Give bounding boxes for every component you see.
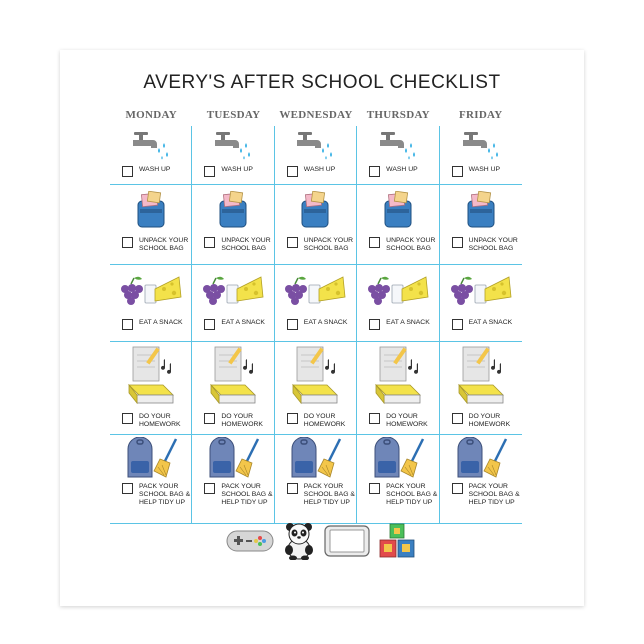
- task-cell: [357, 265, 439, 341]
- homework-icon: [192, 345, 273, 407]
- task-row-1: [110, 126, 522, 185]
- task-row-4: [110, 342, 522, 435]
- task-checkbox-row: [369, 413, 438, 429]
- task-label: EAT A SNACK: [139, 319, 183, 326]
- day-header-thursday: THURSDAY: [366, 109, 430, 121]
- task-checkbox-row: [452, 483, 521, 507]
- task-checkbox-row: [122, 319, 183, 330]
- snack-icon: [110, 267, 191, 307]
- backpack-broom-icon: [275, 437, 356, 481]
- task-checkbox-row: [287, 319, 348, 330]
- task-checkbox-row: [369, 166, 417, 177]
- checkbox[interactable]: [204, 166, 215, 177]
- checklist-grid: [110, 104, 522, 524]
- homework-icon: [357, 345, 438, 407]
- task-cell: [110, 126, 192, 184]
- task-label: PACK YOUR SCHOOL BAG & HELP TIDY UP: [221, 483, 273, 506]
- backpack-broom-icon: [110, 437, 191, 481]
- task-checkbox-row: [369, 483, 438, 507]
- checkbox[interactable]: [287, 413, 298, 424]
- task-label: PACK YOUR SCHOOL BAG & HELP TIDY UP: [468, 483, 520, 506]
- task-row-3: [110, 265, 522, 342]
- panda-icon: [282, 522, 316, 560]
- task-cell: [357, 126, 439, 184]
- task-checkbox-row: [122, 483, 191, 507]
- page-title: AVERY'S AFTER SCHOOL CHECKLIST: [143, 72, 501, 93]
- task-cell: [110, 265, 192, 341]
- checkbox[interactable]: [287, 237, 298, 248]
- task-label: EAT A SNACK: [221, 319, 265, 326]
- school-bag-icon: [192, 191, 273, 229]
- task-label: EAT A SNACK: [468, 319, 513, 326]
- faucet-icon: [110, 130, 191, 160]
- task-cell: [275, 342, 357, 434]
- task-checkbox-row: [369, 237, 438, 253]
- task-label: UNPACK YOUR SCHOOL BAG: [468, 237, 518, 252]
- task-label: UNPACK YOUR SCHOOL BAG: [303, 237, 354, 252]
- faucet-icon: [192, 130, 273, 160]
- toy-blocks-icon: [378, 522, 418, 560]
- checkbox[interactable]: [122, 483, 133, 494]
- checkbox[interactable]: [204, 237, 215, 248]
- task-label: WASH UP: [221, 166, 253, 173]
- task-label: DO YOUR HOMEWORK: [139, 413, 181, 428]
- backpack-broom-icon: [357, 437, 438, 481]
- school-bag-icon: [357, 191, 438, 229]
- task-checkbox-row: [287, 166, 335, 177]
- task-cell: [440, 185, 522, 264]
- task-row-2: [110, 185, 522, 265]
- day-header-tuesday: TUESDAY: [206, 109, 261, 121]
- homework-icon: [275, 345, 356, 407]
- task-label: DO YOUR HOMEWORK: [303, 413, 346, 428]
- task-checkbox-row: [122, 166, 170, 177]
- task-label: WASH UP: [468, 166, 501, 173]
- checkbox[interactable]: [204, 413, 215, 424]
- task-cell: [440, 342, 522, 434]
- task-label: WASH UP: [303, 166, 336, 173]
- task-label: PACK YOUR SCHOOL BAG & HELP TIDY UP: [303, 483, 355, 506]
- task-cell: [192, 265, 274, 341]
- checkbox[interactable]: [369, 166, 380, 177]
- task-checkbox-row: [122, 237, 191, 253]
- tablet-icon: [324, 525, 370, 557]
- task-cell: [110, 185, 192, 264]
- checkbox[interactable]: [452, 413, 463, 424]
- backpack-broom-icon: [192, 437, 273, 481]
- faucet-icon: [357, 130, 438, 160]
- task-cell: [110, 342, 192, 434]
- day-header-row: [110, 104, 522, 126]
- snack-icon: [440, 267, 522, 307]
- checkbox[interactable]: [452, 483, 463, 494]
- task-label: UNPACK YOUR SCHOOL BAG: [386, 237, 436, 252]
- task-cell: [192, 435, 274, 523]
- checkbox[interactable]: [369, 319, 380, 330]
- checkbox[interactable]: [122, 237, 133, 248]
- task-cell: [192, 126, 274, 184]
- checkbox[interactable]: [122, 319, 133, 330]
- checkbox[interactable]: [204, 483, 215, 494]
- checkbox[interactable]: [452, 166, 463, 177]
- school-bag-icon: [275, 191, 356, 229]
- checkbox[interactable]: [369, 237, 380, 248]
- task-cell: [192, 342, 274, 434]
- task-checkbox-row: [204, 483, 273, 507]
- day-header-wednesday: WEDNESDAY: [279, 109, 353, 121]
- task-checkbox-row: [204, 166, 252, 177]
- task-cell: [440, 265, 522, 341]
- checkbox[interactable]: [287, 319, 298, 330]
- task-label: WASH UP: [386, 166, 418, 173]
- task-label: PACK YOUR SCHOOL BAG & HELP TIDY UP: [139, 483, 191, 506]
- task-cell: [275, 185, 357, 264]
- snack-icon: [192, 267, 273, 307]
- checkbox[interactable]: [287, 483, 298, 494]
- checkbox[interactable]: [452, 319, 463, 330]
- task-cell: [440, 435, 522, 523]
- school-bag-icon: [440, 191, 522, 229]
- task-checkbox-row: [204, 237, 273, 253]
- task-cell: [110, 435, 192, 523]
- game-controller-icon: [226, 529, 274, 553]
- task-checkbox-row: [287, 483, 356, 507]
- task-checkbox-row: [452, 413, 521, 429]
- faucet-icon: [275, 130, 356, 160]
- school-bag-icon: [110, 191, 191, 229]
- day-header-monday: MONDAY: [125, 109, 177, 121]
- task-label: UNPACK YOUR SCHOOL BAG: [139, 237, 189, 252]
- task-checkbox-row: [287, 413, 356, 429]
- task-cell: [275, 126, 357, 184]
- task-label: DO YOUR HOMEWORK: [386, 413, 428, 428]
- task-label: UNPACK YOUR SCHOOL BAG: [221, 237, 271, 252]
- task-checkbox-row: [452, 319, 513, 330]
- task-label: EAT A SNACK: [303, 319, 348, 326]
- faucet-icon: [440, 130, 522, 160]
- task-label: WASH UP: [139, 166, 171, 173]
- checkbox[interactable]: [369, 483, 380, 494]
- task-cell: [357, 185, 439, 264]
- task-checkbox-row: [204, 319, 265, 330]
- homework-icon: [110, 345, 191, 407]
- checkbox[interactable]: [204, 319, 215, 330]
- footer-icons: [0, 522, 644, 560]
- homework-icon: [440, 345, 522, 407]
- task-label: EAT A SNACK: [386, 319, 430, 326]
- task-row-5: [110, 435, 522, 524]
- task-checkbox-row: [204, 413, 273, 429]
- task-checkbox-row: [287, 237, 356, 253]
- checkbox[interactable]: [287, 166, 298, 177]
- task-checkbox-row: [122, 413, 191, 429]
- task-cell: [275, 265, 357, 341]
- task-checkbox-row: [452, 166, 500, 177]
- checkbox[interactable]: [452, 237, 463, 248]
- task-checkbox-row: [369, 319, 430, 330]
- checkbox[interactable]: [122, 166, 133, 177]
- checkbox[interactable]: [122, 413, 133, 424]
- task-label: DO YOUR HOMEWORK: [221, 413, 263, 428]
- task-checkbox-row: [452, 237, 521, 253]
- snack-icon: [275, 267, 356, 307]
- snack-icon: [357, 267, 438, 307]
- task-cell: [275, 435, 357, 523]
- task-cell: [192, 185, 274, 264]
- task-label: DO YOUR HOMEWORK: [468, 413, 511, 428]
- task-label: PACK YOUR SCHOOL BAG & HELP TIDY UP: [386, 483, 438, 506]
- task-cell: [357, 342, 439, 434]
- task-cell: [440, 126, 522, 184]
- day-header-friday: FRIDAY: [458, 109, 503, 121]
- backpack-broom-icon: [440, 437, 522, 481]
- task-cell: [357, 435, 439, 523]
- checkbox[interactable]: [369, 413, 380, 424]
